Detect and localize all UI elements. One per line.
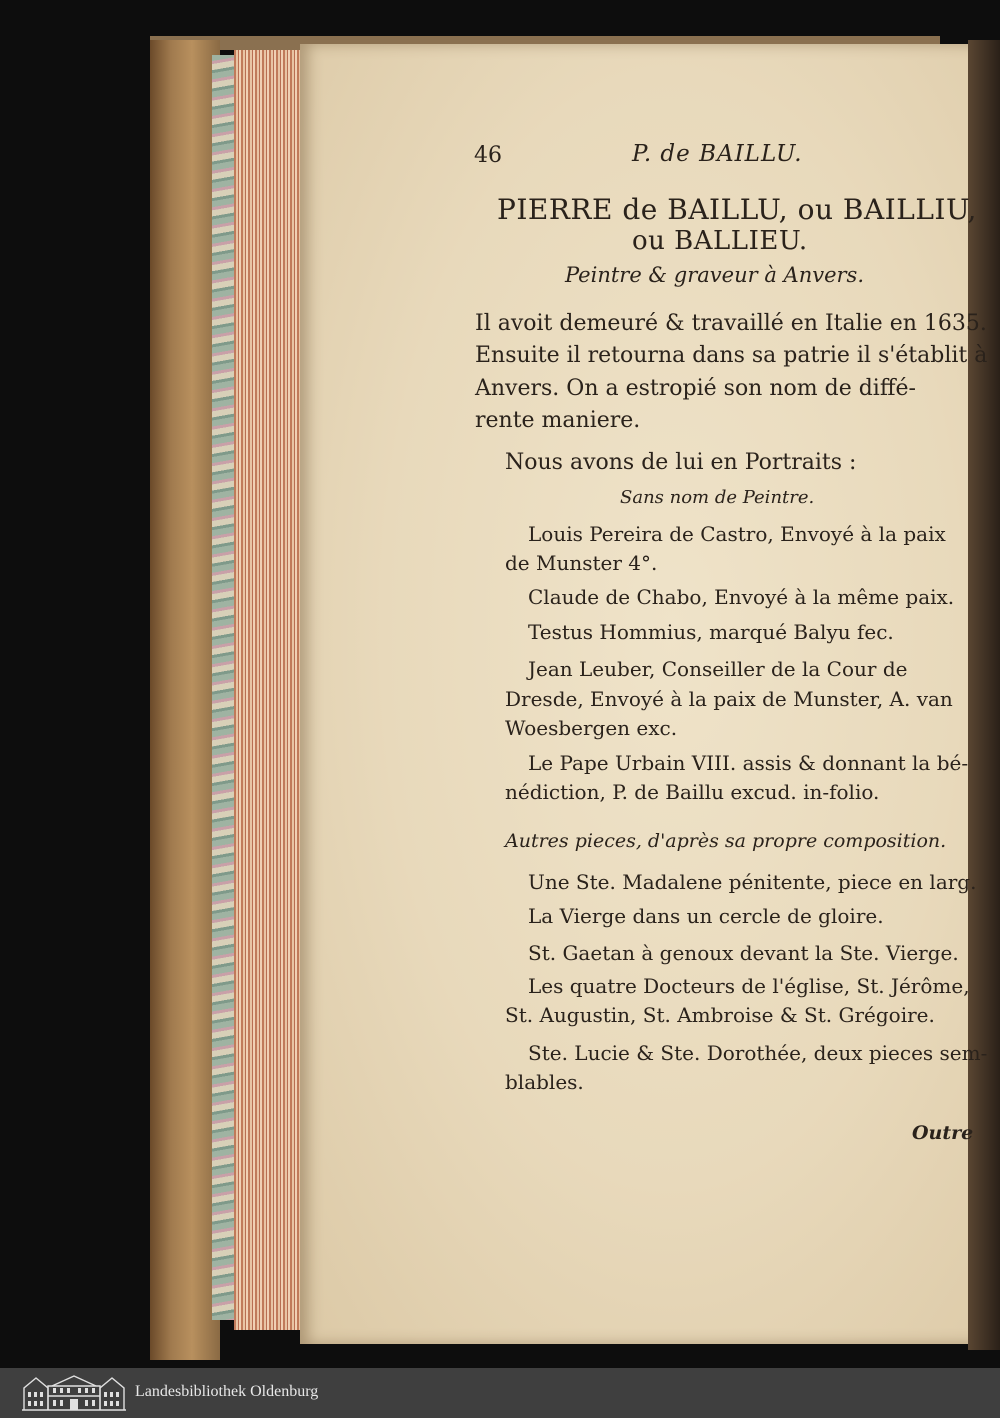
- book-cover: [150, 40, 220, 1360]
- list-item: Une Ste. Madalene pénitente, piece en larg.: [528, 870, 977, 894]
- list-item: Ste. Lucie & Ste. Dorothée, deux pieces sem-: [528, 1041, 988, 1065]
- library-footer: [0, 1368, 1000, 1418]
- list-item: nédiction, P. de Baillu excud. in-folio.: [505, 780, 880, 804]
- list-item: St. Augustin, St. Ambroise & St. Grégoire.: [505, 1003, 935, 1027]
- list-item: Woesbergen exc.: [505, 716, 678, 740]
- paragraph-line: Anvers. On a estropié son nom de diffé-: [475, 376, 916, 401]
- entry-subtitle: Peintre & graveur à Anvers.: [565, 263, 865, 287]
- list-item: Claude de Chabo, Envoyé à la même paix.: [528, 585, 955, 609]
- catchword: Outre: [912, 1122, 974, 1144]
- paragraph-line: Il avoit demeuré & travaillé en Italie en 1635.: [475, 311, 987, 336]
- list-item: Jean Leuber, Conseiller de la Cour de: [528, 657, 908, 681]
- page-edges: [234, 50, 304, 1330]
- library-name: Landesbibliothek Oldenburg: [135, 1383, 319, 1400]
- page-number: 46: [474, 143, 502, 168]
- section-heading: Sans nom de Peintre.: [620, 487, 815, 508]
- page-gutter-right: [968, 40, 1000, 1350]
- list-item: de Munster 4°.: [505, 551, 658, 575]
- list-item: Louis Pereira de Castro, Envoyé à la paix: [528, 522, 946, 546]
- marbled-endpaper: [212, 55, 236, 1320]
- list-item: St. Gaetan à genoux devant la Ste. Vierge.: [528, 941, 959, 965]
- list-item: blables.: [505, 1070, 584, 1094]
- list-item: Les quatre Docteurs de l'église, St. Jérôme,: [528, 974, 970, 998]
- list-item: Le Pape Urbain VIII. assis & donnant la bé-: [528, 751, 969, 775]
- paragraph-line: Ensuite il retourna dans sa patrie il s'établit à: [475, 343, 988, 368]
- section-heading: Autres pieces, d'après sa propre composition.: [505, 830, 947, 852]
- library-building-icon: [22, 1374, 126, 1412]
- list-item: Testus Hommius, marqué Balyu fec.: [528, 620, 894, 644]
- entry-title-line-1: PIERRE de BAILLU, ou BAILLIU,: [497, 193, 977, 226]
- running-head: P. de BAILLU.: [632, 141, 803, 167]
- list-item: Dresde, Envoyé à la paix de Munster, A. van: [505, 687, 953, 711]
- portraits-intro: Nous avons de lui en Portraits :: [505, 450, 857, 475]
- list-item: La Vierge dans un cercle de gloire.: [528, 904, 884, 928]
- paragraph-line: rente maniere.: [475, 408, 641, 433]
- entry-title-line-2: ou BALLIEU.: [632, 226, 808, 256]
